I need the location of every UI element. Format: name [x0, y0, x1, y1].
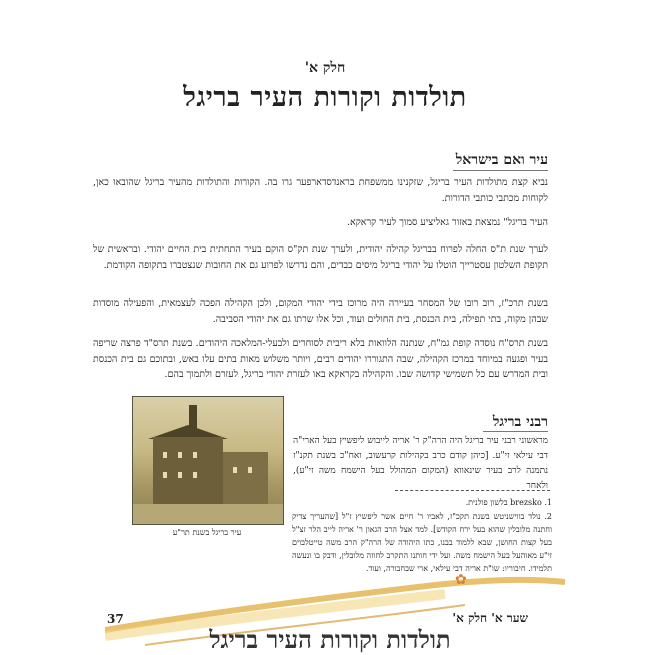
chapter-title: תולדות וקורות העיר בריגל: [183, 82, 467, 113]
footnote-rule: [395, 490, 550, 491]
paragraph-location: העיר בריגל" נמצאת באזור גאליציע סמוך לעיר קראקא.: [346, 217, 548, 228]
heading-underline: [453, 170, 548, 171]
paragraph-rabbis: מראשוני רבני עיר בריגל היה הרה"ק ר' אריה לייבוש ליפשיץ בעל הארי"ה דבי עילאי זי"ע. [כיהן קודם כרב בקהילות קרעשוב, ואח"כ בשנת תקנ"ז נתמנה לרב בעיר שינאווא (המקום המהולל בעל הישמח משה זי"ע), ולאחר: [293, 436, 548, 491]
flower-ornament-icon: ✿: [455, 572, 467, 588]
heading-underline: [483, 431, 548, 432]
page-number: 37: [107, 612, 124, 626]
section-heading-city: עיר ואם בישראל: [455, 152, 548, 168]
paragraph-history: לערך שנת ת"ס החלה לפרוח בבריגל קהילה יהודית, ולערך שנת תק"ס הוקם בעיר התחתית בית החיים יהודי. ובראשית של תקופת השלטון עסטרייך הוטלו על יהודי בריגל מיסים כבדים, והם נדרשו לפרוע גם את החובות שנצטברו בתקופה הקודמת.: [93, 244, 548, 271]
footer-title: תולדות וקורות העיר בריגל: [209, 625, 451, 654]
part-label: חלק א': [304, 60, 346, 76]
paragraph-commerce: בשנת תרכ"ז, רוב רובו של המסחר בעיירה היה מרוכז בידי יהודי המקום, ולכן הקהילה הפכה לעצמאית, והפעילה מוסדות שבהן מקוה, בתי תפילה, בית הכנסת, בית החולים ועוד, וכל אלו שרתו גם את יהודי הסביבה.: [93, 298, 548, 325]
paragraph-fire: בשנת תרס"ח נוסדה קופת גמ"ח, שנתנה הלוואות בלא ריבית לסוחרים ולבעלי-המלאכה היהודים. בשנת תרס"ד פרצה שריפה בעיר ופגעה במיוחד במרכז הקהילה, שבה התגוררו יהודים רבים, ויותר משלוש מאות בתים עלו באש, ובתוכם גם בית הכנסת ובית המדרש עם כל תשמישי קדושה שבו. והקהילה בקראקא באו לעזרת יהודי בריגל, לעזרם ולתמוך בהם.: [93, 338, 548, 380]
paragraph-intro: נביא קצת מתולדות העיר בריגל, שזקנינו ממשפחת בראנדסדארפער גרו בה. הקורות והתולדות מהעיר בריגל שהובאו כאן, לקוחות מכתבי כותבי הדורות.: [93, 177, 548, 204]
running-head: שער א' חלק א': [452, 611, 528, 625]
footnote-2: 2. נולד בווישניטש בשנת תקכ"ז, לאביו ר' חיים אשר ליפשיץ ז"ל [שהעריך צדיק וחתנה מלובלין שהוא בעל ירח הקודש]. למד אצל הרב הגאון ר' אריה לייב הלר זצ"ל בעל קצות החושן, שבא ללמוד בבנו, כתו היהודה של הרה"ק הרב משה טייטלבוים זי"ע מאוהעל בעל הישמח משה. ועל ידי חותנו התקרב לחוזה מלובלין, ודבק בו ונעשה תלמידו. חיבוריו: שו"ת אריה דבי עילאי, ארי שבחבורה, ועוד.: [292, 512, 552, 573]
photo-caption: עיר בריגל בשנת תר"ע: [172, 528, 242, 537]
footnote-1: 1. brezsko בלשון פולנית.: [465, 498, 552, 507]
section-heading-rabbis: רבני בריגל: [492, 414, 548, 430]
city-photo: [132, 396, 284, 525]
